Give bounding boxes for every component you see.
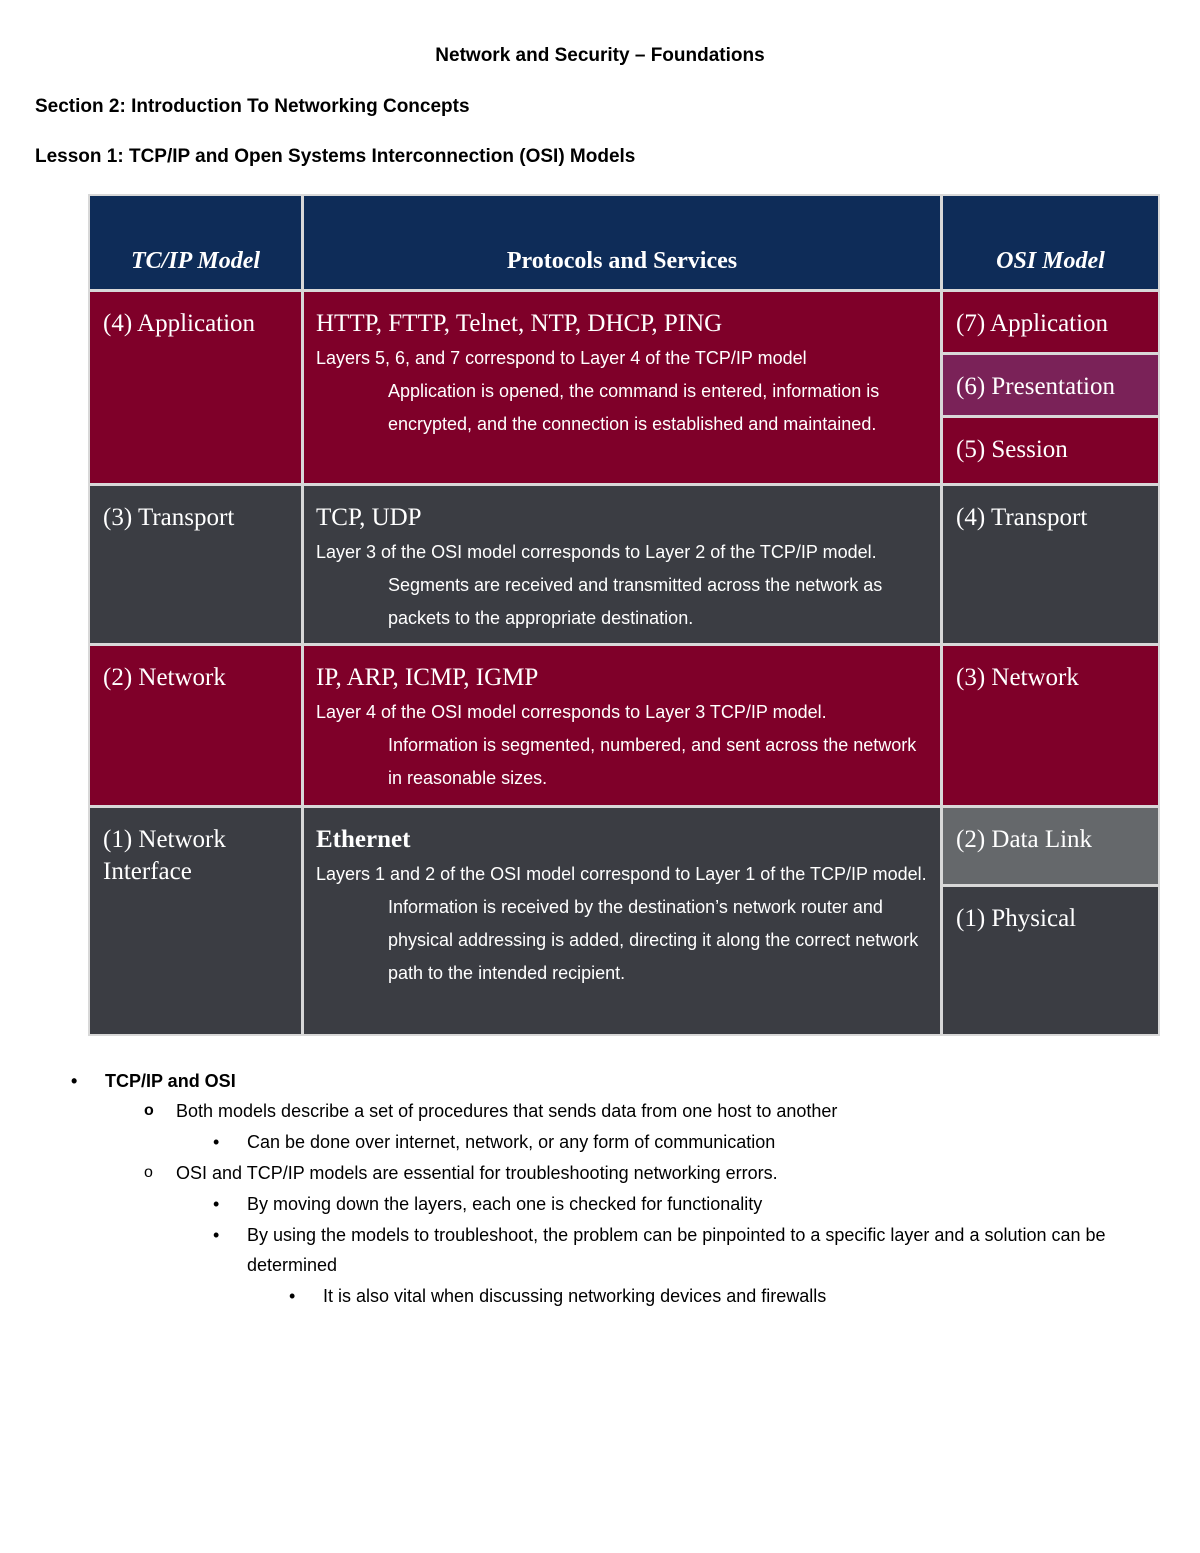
lesson-heading: Lesson 1: TCP/IP and Open Systems Interconnection (OSI) Models bbox=[35, 146, 636, 167]
header-osi-model: OSI Model bbox=[943, 196, 1158, 289]
osi-layer-transport: (4) Transport bbox=[943, 486, 1158, 643]
tcpip-layer-network-interface: (1) Network Interface bbox=[90, 808, 301, 1034]
bullet-icon: o bbox=[144, 1164, 153, 1181]
header-protocols-services: Protocols and Services bbox=[304, 196, 940, 289]
protocols-description: Layers 5, 6, and 7 correspond to Layer 4 of the TCP/IP model bbox=[316, 348, 807, 368]
osi-layer-physical: (1) Physical bbox=[943, 887, 1158, 1034]
list-item: • Can be done over internet, network, or any form of communication bbox=[247, 1127, 1147, 1157]
protocols-cell-transport bbox=[304, 486, 940, 643]
bullet-icon: • bbox=[289, 1286, 296, 1306]
protocols-cell-network-interface bbox=[304, 808, 940, 1034]
protocols-cell-network bbox=[304, 646, 940, 805]
bullet-icon: • bbox=[213, 1194, 220, 1214]
osi-layer-network: (3) Network bbox=[943, 646, 1158, 805]
protocols-title: IP, ARP, ICMP, IGMP bbox=[316, 664, 539, 691]
protocols-description: Layer 3 of the OSI model corresponds to Layer 2 of the TCP/IP model. bbox=[316, 542, 877, 562]
header-tcpip-model: TC/IP Model bbox=[90, 196, 301, 289]
notes-topic: TCP/IP and OSI bbox=[105, 1071, 236, 1091]
list-item: • By using the models to troubleshoot, the problem can be pinpointed to a specific layer and a solution can be determined bbox=[247, 1220, 1147, 1280]
osi-tcpip-table bbox=[88, 194, 1160, 1036]
tcpip-layer-transport: (3) Transport bbox=[90, 486, 301, 643]
protocols-cell-application bbox=[304, 292, 940, 483]
protocols-title: Ethernet bbox=[316, 826, 411, 853]
tcpip-layer-network: (2) Network bbox=[90, 646, 301, 805]
list-item: o Both models describe a set of procedures that sends data from one host to another bbox=[176, 1096, 837, 1126]
protocols-title: TCP, UDP bbox=[316, 504, 422, 531]
protocols-detail: Application is opened, the command is entered, information is encrypted, and the connection is established and maintained. bbox=[388, 381, 880, 434]
protocols-detail: Information is segmented, numbered, and sent across the network in reasonable sizes. bbox=[388, 735, 917, 788]
protocols-detail: Information is received by the destination’s network router and physical addressing is added, directing it along the correct network path to the intended recipient. bbox=[388, 897, 919, 983]
bullet-icon: • bbox=[213, 1225, 220, 1245]
list-item: o OSI and TCP/IP models are essential for troubleshooting networking errors. bbox=[176, 1158, 778, 1188]
osi-layer-session: (5) Session bbox=[943, 418, 1158, 483]
protocols-description: Layer 4 of the OSI model corresponds to Layer 3 TCP/IP model. bbox=[316, 702, 827, 722]
bullet-icon: o bbox=[144, 1102, 154, 1119]
protocols-detail: Segments are received and transmitted across the network as packets to the appropriate destination. bbox=[388, 575, 883, 628]
section-heading: Section 2: Introduction To Networking Concepts bbox=[35, 96, 470, 117]
osi-layer-data-link: (2) Data Link bbox=[943, 808, 1158, 884]
protocols-title: HTTP, FTTP, Telnet, NTP, DHCP, PING bbox=[316, 310, 723, 337]
tcpip-layer-application: (4) Application bbox=[90, 292, 301, 483]
protocols-description: Layers 1 and 2 of the OSI model correspond to Layer 1 of the TCP/IP model. bbox=[316, 864, 927, 884]
osi-layer-presentation: (6) Presentation bbox=[943, 355, 1158, 415]
list-item: • It is also vital when discussing networking devices and firewalls bbox=[323, 1281, 826, 1311]
bullet-icon: • bbox=[213, 1132, 220, 1152]
list-item bbox=[71, 1066, 236, 1096]
bullet-icon: • bbox=[71, 1071, 78, 1091]
osi-layer-application: (7) Application bbox=[943, 292, 1158, 352]
document-title: Network and Security – Foundations bbox=[435, 45, 765, 66]
list-item: • By moving down the layers, each one is checked for functionality bbox=[247, 1189, 1147, 1219]
